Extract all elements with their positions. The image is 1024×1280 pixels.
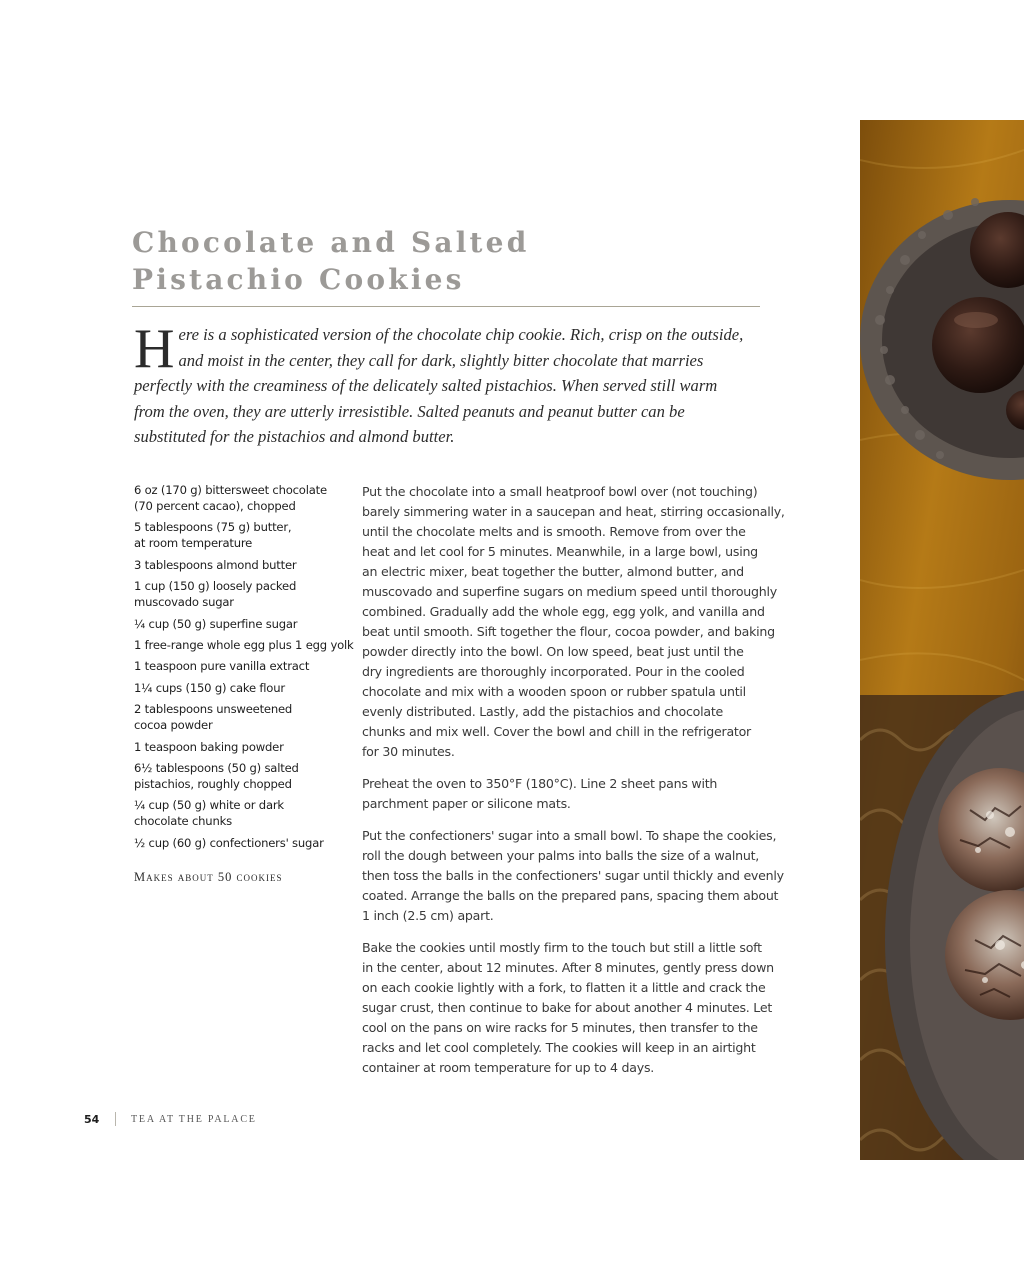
drop-cap: H [134,318,175,380]
ingredient-text: 1¼ cups (150 g) cake flour [134,680,285,695]
recipe-introduction [134,318,762,450]
ingredient-text: pistachios, roughly chopped [134,776,292,791]
ingredient-text: ½ cup (60 g) confectioners' sugar [134,835,324,850]
intro-line: perfectly with the creaminess of the delicately salted pistachios. When served still warm [134,376,718,395]
method-line: beat until smooth. Sift together the flour, cocoa powder, and baking [362,624,775,639]
method-line: 1 inch (2.5 cm) apart. [362,908,494,923]
ingredient-text: chocolate chunks [134,814,232,829]
ingredient-text: 1 cup (150 g) loosely packed [134,579,297,594]
ingredient-text: 1 free-range whole egg plus 1 egg yolk [134,637,354,652]
ingredient-item [134,578,344,610]
method-line: Put the chocolate into a small heatproof bowl over (not touching) [362,484,758,499]
intro-line: substituted for the pistachios and almond butter. [134,427,455,446]
ingredient-text: 1 teaspoon baking powder [134,739,284,754]
ingredient-item [134,835,344,851]
method-line: coated. Arrange the balls on the prepared pans, spacing them about [362,888,779,903]
method-line: parchment paper or silicone mats. [362,796,571,811]
method-line: sugar crust, then continue to bake for about another 4 minutes. Let [362,1000,773,1015]
ingredient-text: (70 percent cacao), chopped [134,499,296,513]
method-line: for 30 minutes. [362,744,455,759]
ingredient-text: 1 teaspoon pure vanilla extract [134,659,310,674]
footer-divider [115,1112,116,1126]
method-line: an electric mixer, beat together the butter, almond butter, and [362,564,744,579]
truffle [932,297,1024,393]
recipe-title-line-1: Chocolate and Salted [132,226,530,259]
ingredient-text: muscovado sugar [134,595,234,610]
method-line: cool on the pans on wire racks for 5 minutes, then transfer to the [362,1020,758,1035]
method-line: Preheat the oven to 350°F (180°C). Line 2 sheet pans with [362,776,718,791]
recipe-yield: Makes about 50 cookies [134,870,283,884]
method-paragraph [362,482,785,762]
ingredient-text: ¼ cup (50 g) white or dark [134,798,284,813]
ingredient-item [134,616,344,632]
intro-line: and moist in the center, they call for dark, slightly bitter chocolate that marries [178,350,704,370]
ingredient-item [134,658,344,674]
ingredient-item [134,797,344,829]
ingredient-item [134,519,344,551]
method-paragraph [362,938,782,1078]
ingredient-text: at room temperature [134,536,253,551]
method-steps [362,482,785,1090]
ingredient-item [134,701,344,733]
ingredient-item [134,482,344,514]
method-line: racks and let cool completely. The cookies will keep in an airtight [362,1040,756,1055]
ingredient-item [134,760,344,792]
method-line: dry ingredients are thoroughly incorporated. Pour in the cooled [362,664,745,679]
recipe-title [132,224,772,298]
method-line: evenly distributed. Lastly, add the pistachios and chocolate [362,704,724,719]
photo-illustration [860,120,1024,1160]
ingredient-item [134,557,344,573]
chocolate-cookies-photo [860,120,1024,1160]
recipe-title-line-2: Pistachio Cookies [132,263,465,296]
method-line: muscovado and superfine sugars on medium speed until thoroughly [362,584,777,599]
method-line: on each cookie lightly with a fork, to flatten it a little and crack the [362,980,766,995]
method-line: combined. Gradually add the whole egg, egg yolk, and vanilla and [362,604,765,619]
method-paragraph [362,826,782,926]
intro-line: from the oven, they are utterly irresistible. Salted peanuts and peanut butter can be [134,401,685,421]
method-line: barely simmering water in a saucepan and heat, stirring occasionally, [362,504,785,519]
title-divider [132,306,760,307]
ingredient-list [134,482,354,856]
page-number: 54 [84,1113,100,1126]
method-line: container at room temperature for up to 4 days. [362,1060,655,1075]
intro-line: ere is a sophisticated version of the chocolate chip cookie. Rich, crisp on the outside, [178,325,744,344]
method-line: chocolate and mix with a wooden spoon or rubber spatula until [362,684,746,699]
ingredient-text: 5 tablespoons (75 g) butter, [134,520,292,535]
method-paragraph [362,774,782,814]
method-line: Put the confectioners' sugar into a small bowl. To shape the cookies, [362,828,777,843]
method-line: in the center, about 12 minutes. After 8 minutes, gently press down [362,960,774,975]
method-line: chunks and mix well. Cover the bowl and chill in the refrigerator [362,724,751,739]
ingredient-text: cocoa powder [134,718,213,733]
method-line: until the chocolate melts and is smooth. Remove from over the [362,524,746,539]
ingredient-item [134,680,344,696]
method-line: roll the dough between your palms into balls the size of a walnut, [362,848,760,863]
method-line: heat and let cool for 5 minutes. Meanwhile, in a large bowl, using [362,544,758,559]
ingredient-text: 6 oz (170 g) bittersweet chocolate [134,483,327,497]
ingredient-text: 6½ tablespoons (50 g) salted [134,760,299,775]
running-footer-title: TEA AT THE PALACE [131,1114,257,1125]
method-line: then toss the balls in the confectioners' sugar until thickly and evenly [362,868,784,883]
ingredient-item [134,739,344,755]
ingredient-text: 3 tablespoons almond butter [134,557,297,572]
method-line: Bake the cookies until mostly firm to the touch but still a little soft [362,940,762,955]
ingredient-item [134,637,354,653]
ingredient-text: 2 tablespoons unsweetened [134,702,293,717]
ingredient-text: ¼ cup (50 g) superfine sugar [134,616,298,631]
method-line: powder directly into the bowl. On low speed, beat just until the [362,644,744,659]
